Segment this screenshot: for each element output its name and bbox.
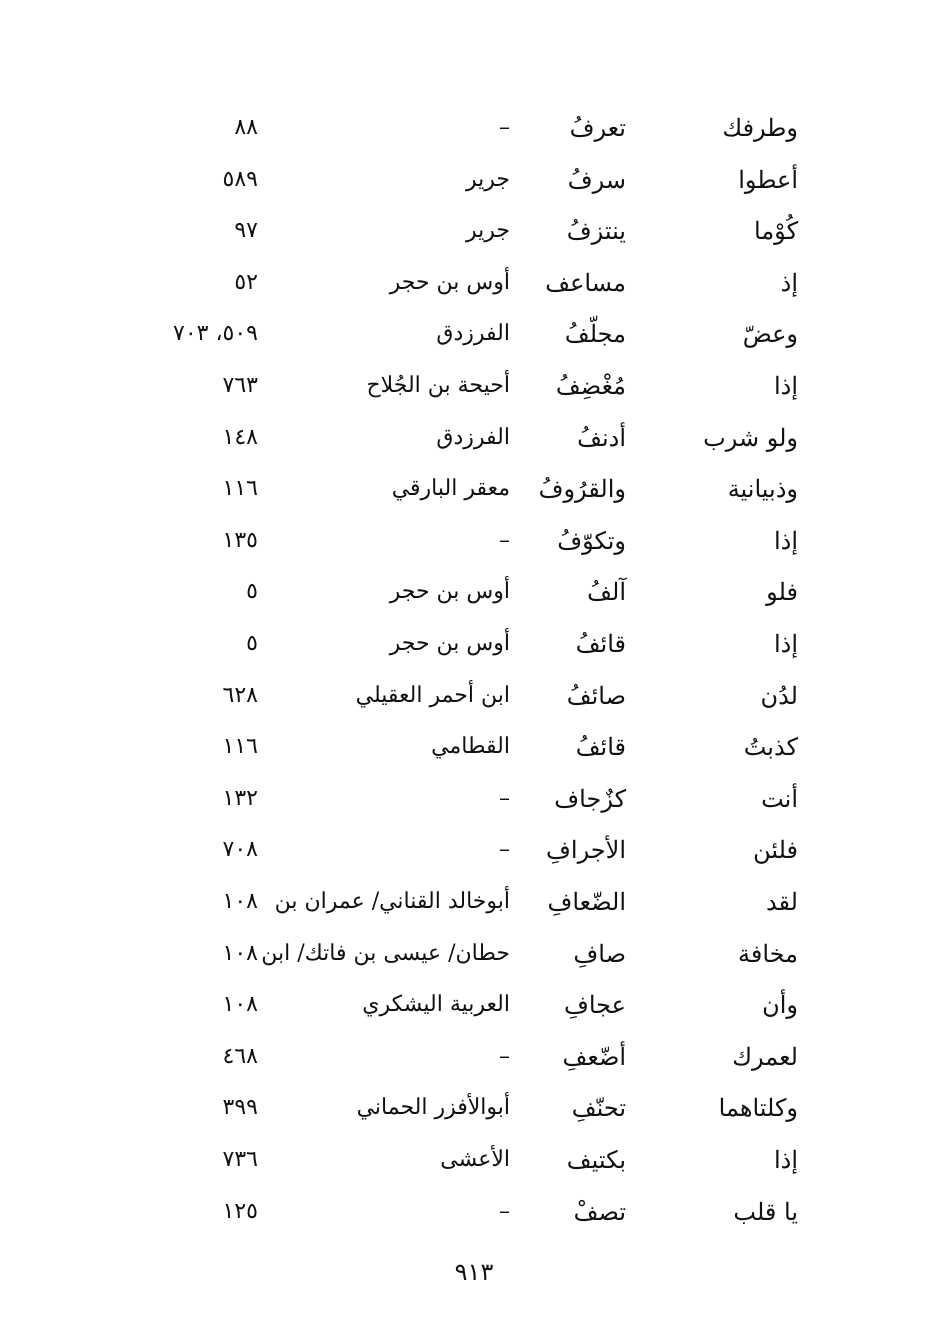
opening-word: وكلتاهما	[718, 1094, 798, 1122]
opening-word: وعضّ	[742, 320, 798, 348]
index-row	[0, 418, 948, 470]
index-row	[0, 160, 948, 212]
poet-name: جرير	[466, 167, 510, 192]
index-row	[0, 1140, 948, 1192]
page-refs: ١١٦	[222, 476, 258, 501]
page-refs: ٥٠٩، ٧٠٣	[173, 321, 258, 346]
rhyme-word: آلفُ	[587, 578, 626, 606]
page-refs: ١١٦	[222, 734, 258, 759]
index-row	[0, 934, 948, 986]
rhyme-word: قائفُ	[575, 630, 626, 658]
poet-name: أبوخالد القناني/ عمران بن	[274, 889, 510, 914]
rhyme-word: الأجرافِ	[546, 836, 626, 864]
rhyme-word: ينتزفُ	[566, 217, 626, 245]
page-number: ٩١٣	[454, 1258, 494, 1286]
opening-word: وذبيانية	[727, 475, 798, 503]
index-row	[0, 624, 948, 676]
rhyme-word: مساعف	[545, 269, 626, 297]
poet-name: القطامي	[431, 734, 510, 759]
opening-word: إذا	[773, 527, 798, 555]
opening-word: وأن	[762, 991, 798, 1019]
rhyme-word: صائفُ	[566, 682, 626, 710]
opening-word: إذا	[773, 1146, 798, 1174]
rhyme-word: تعرفُ	[569, 114, 626, 142]
opening-word: لدُن	[760, 682, 798, 710]
page-refs: ٩٧	[234, 218, 258, 243]
opening-word: فلئن	[753, 836, 798, 864]
rhyme-word: مجلّفُ	[564, 320, 626, 348]
opening-word: فلو	[766, 578, 798, 606]
rhyme-word: الضّعافِ	[547, 888, 626, 916]
index-row	[0, 469, 948, 521]
index-row	[0, 985, 948, 1037]
index-row	[0, 1037, 948, 1089]
opening-word: مخافة	[738, 940, 798, 968]
page-refs: ١٢٥	[222, 1199, 258, 1224]
index-row	[0, 779, 948, 831]
index-row	[0, 263, 948, 315]
poet-name: حطان/ عيسى بن فاتك/ ابن	[261, 941, 510, 966]
poet-name: العربية اليشكري	[362, 992, 510, 1017]
page-refs: ١٣٢	[222, 786, 258, 811]
opening-word: لقد	[765, 888, 798, 916]
index-row	[0, 521, 948, 573]
rhyme-word: كزٌجاف	[554, 785, 626, 813]
poet-name: أوس بن حجر	[389, 579, 510, 604]
opening-word: إذا	[773, 630, 798, 658]
index-row	[0, 211, 948, 263]
page-refs: ٥٨٩	[222, 167, 258, 192]
page-refs: ٥٢	[234, 270, 258, 295]
opening-word: كذبتُ	[743, 733, 798, 761]
rhyme-word: سرفُ	[567, 166, 626, 194]
rhyme-word: تصفْ	[573, 1198, 626, 1226]
poet-name: –	[499, 528, 510, 553]
index-row	[0, 882, 948, 934]
page-refs: ٦٢٨	[222, 683, 258, 708]
page-refs: ١٠٨	[222, 889, 258, 914]
page-refs: ٨٨	[234, 115, 258, 140]
poet-name: جرير	[466, 218, 510, 243]
rhyme-word: عجافِ	[563, 991, 626, 1019]
poet-name: الفرزدق	[436, 321, 510, 346]
page-refs: ٧٣٦	[222, 1147, 258, 1172]
index-row	[0, 314, 948, 366]
opening-word: كُوْما	[754, 217, 798, 245]
index-row	[0, 1192, 948, 1244]
poet-name: أوس بن حجر	[389, 631, 510, 656]
opening-word: يا قلب	[733, 1198, 798, 1226]
page-refs: ١٠٨	[222, 941, 258, 966]
poet-name: –	[499, 115, 510, 140]
poet-name: –	[499, 837, 510, 862]
poet-name: أحيحة بن الجُلاح	[366, 373, 510, 398]
poet-name: –	[499, 786, 510, 811]
poet-name: الأعشى	[440, 1147, 510, 1172]
index-row	[0, 676, 948, 728]
rhyme-word: بكتيف	[566, 1146, 626, 1174]
opening-word: إذ	[780, 269, 798, 297]
index-row	[0, 1088, 948, 1140]
page-refs: ٧٦٣	[222, 373, 258, 398]
page-refs: ١٣٥	[222, 528, 258, 553]
opening-word: إذا	[773, 372, 798, 400]
page-refs: ٥	[246, 579, 258, 604]
rhyme-word: أضّعفِ	[562, 1043, 626, 1071]
poet-name: معقر البارقي	[391, 476, 510, 501]
page-refs: ٤٦٨	[222, 1044, 258, 1069]
rhyme-word: قائفُ	[575, 733, 626, 761]
rhyme-word: مُغْضِفُ	[555, 372, 626, 400]
index-row	[0, 366, 948, 418]
rhyme-word: والقرُوفُ	[538, 475, 626, 503]
opening-word: أنت	[761, 785, 798, 813]
page-refs: ٣٩٩	[222, 1095, 258, 1120]
page-refs: ١٠٨	[222, 992, 258, 1017]
page-refs: ٧٠٨	[222, 837, 258, 862]
poet-name: أبوالأفزر الحماني	[356, 1095, 510, 1120]
opening-word: أعطوا	[738, 166, 798, 194]
poet-name: ابن أحمر العقيلي	[355, 683, 510, 708]
poet-name: أوس بن حجر	[389, 270, 510, 295]
rhyme-word: أدنفُ	[577, 424, 626, 452]
index-row	[0, 830, 948, 882]
page-refs: ١٤٨	[222, 425, 258, 450]
index-row	[0, 572, 948, 624]
page-refs: ٥	[246, 631, 258, 656]
rhyme-word: وتكوّفُ	[557, 527, 626, 555]
opening-word: ولو شرب	[703, 424, 798, 452]
opening-word: لعمرك	[732, 1043, 798, 1071]
poet-name: –	[499, 1199, 510, 1224]
index-row	[0, 108, 948, 160]
rhyme-word: صافِ	[573, 940, 626, 968]
index-row	[0, 727, 948, 779]
poet-name: الفرزدق	[436, 425, 510, 450]
opening-word: وطرفك	[722, 114, 798, 142]
rhyme-word: تحنّفِ	[571, 1094, 626, 1122]
poet-name: –	[499, 1044, 510, 1069]
